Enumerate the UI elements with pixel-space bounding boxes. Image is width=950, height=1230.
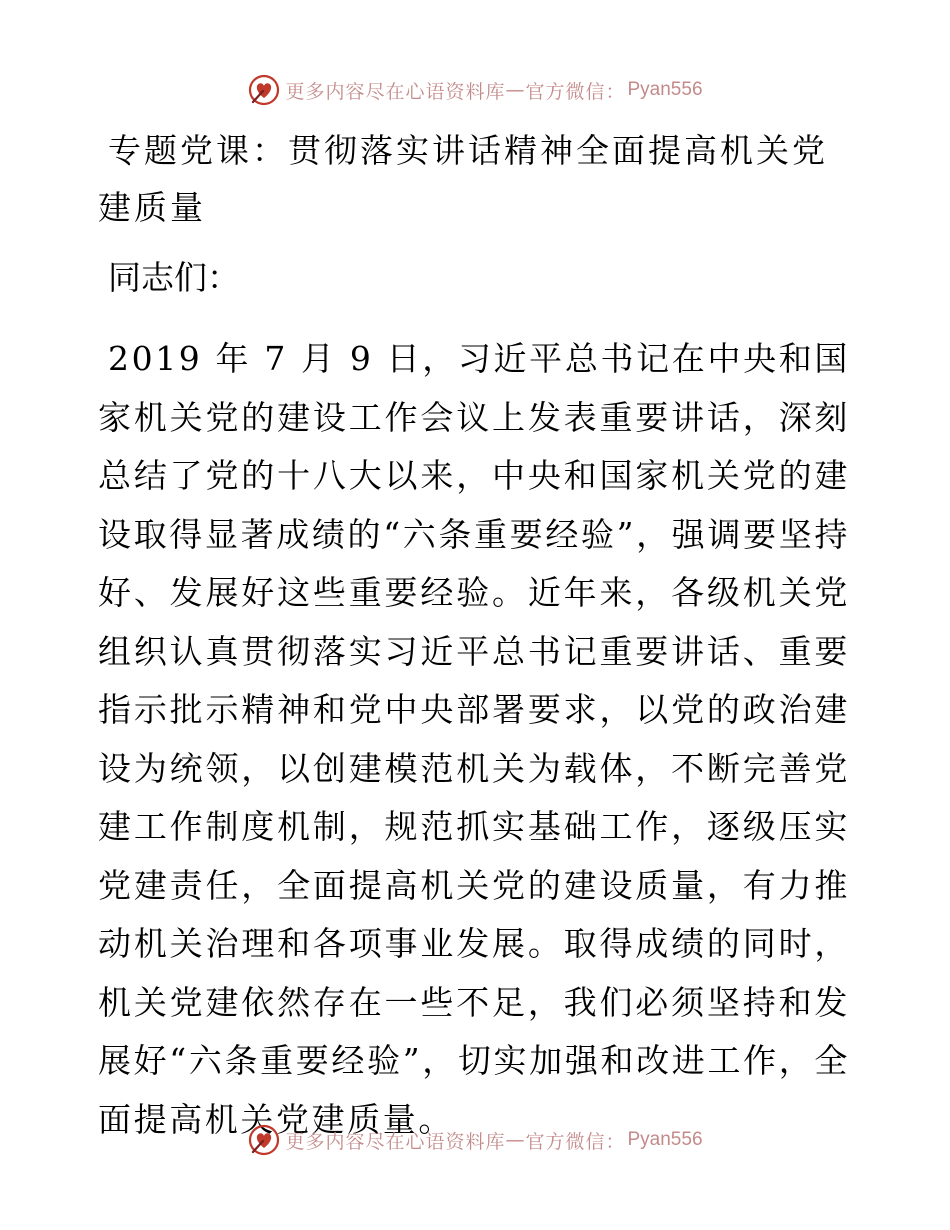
document-body	[98, 122, 850, 1149]
document-title: 专题党课：贯彻落实讲话精神全面提高机关党建质量	[98, 131, 828, 227]
watermark-text: 更多内容尽在心语资料库	[285, 80, 506, 103]
watermark-dash: —	[505, 79, 526, 101]
watermark-wechat-id: Pyan556	[627, 1129, 703, 1150]
watermark-wechat-label: 官方微信：	[525, 1130, 626, 1153]
heart-pen-logo-icon	[247, 1123, 281, 1157]
watermark-dash: —	[505, 1129, 526, 1151]
watermark-wechat-id: Pyan556	[627, 79, 703, 100]
body-paragraph: 2019 年 7 月 9 日，习近平总书记在中央和国家机关党的建设工作会议上发表重要讲话，深刻总结了党的十八大以来，中央和国家机关党的建设取得显著成绩的“六条重要经验”，强调要坚持好、发展好这些重要经验。近年来，各级机关党组织认真贯彻落实习近平总书记重要讲话、重要指示批示精神和党中央部署要求，以党的政治建设为统领，以创建模范机关为载体，不断完善党建工作制度机制，规范抓实基础工作，逐级压实党建责任，全面提高机关党的建设质量，有力推动机关治理和各项事业发展。取得成绩的同时，机关党建依然存在一些不足，我们必须坚持和发展好“六条重要经验”，切实加强和改进工作，全面提高机关党建质量。	[98, 339, 850, 1139]
watermark-wechat-label: 官方微信：	[525, 80, 626, 103]
salutation: 同志们：	[108, 258, 240, 297]
footer-watermark	[0, 1120, 950, 1160]
heart-pen-logo-icon	[247, 73, 281, 107]
header-watermark	[0, 70, 950, 110]
watermark-text: 更多内容尽在心语资料库	[285, 1130, 506, 1153]
